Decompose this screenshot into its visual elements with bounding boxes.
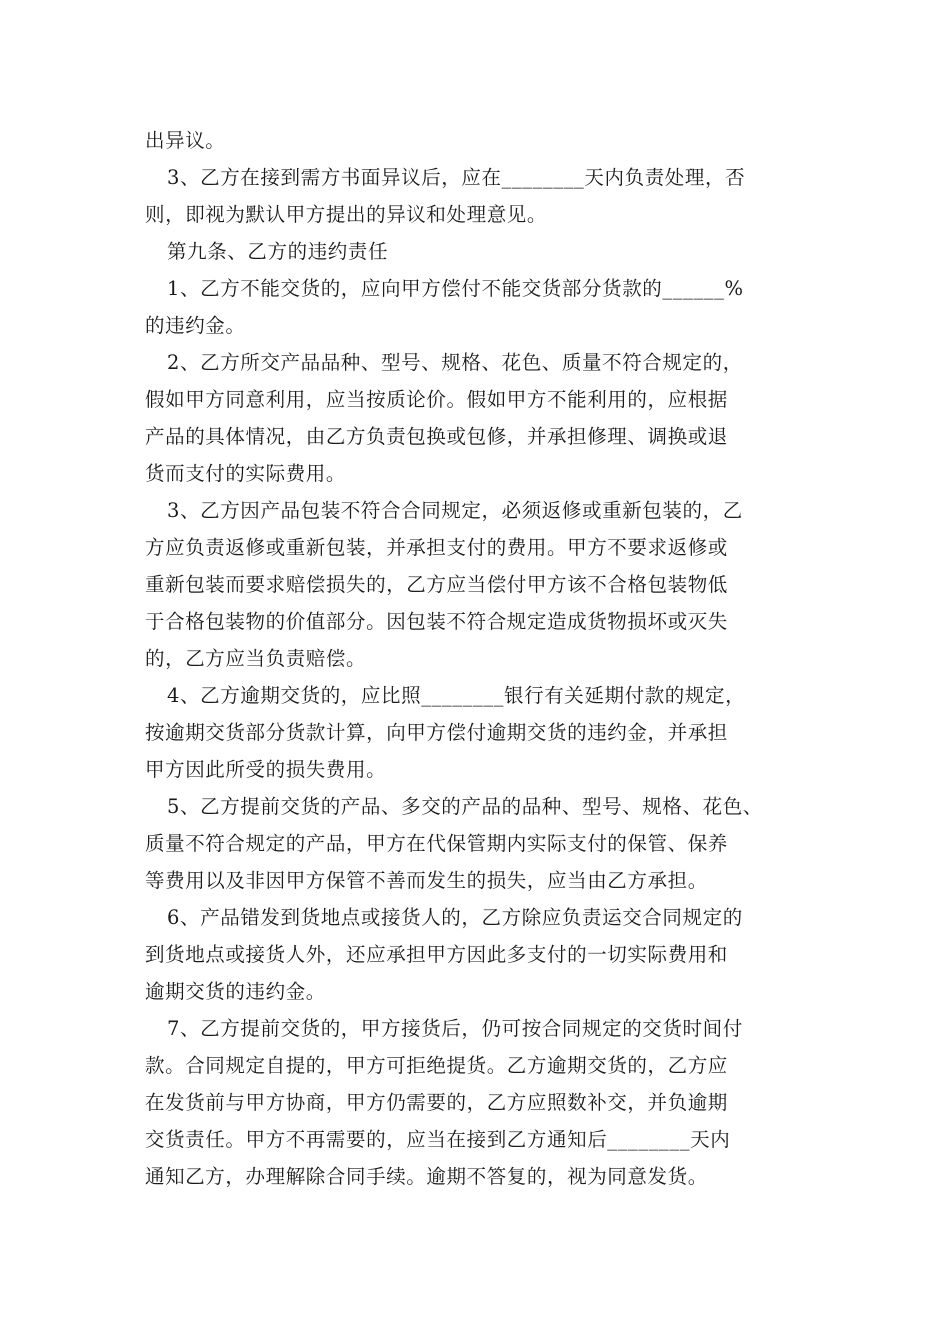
text-line: 款。合同规定自提的，甲方可拒绝提货。乙方逾期交货的，乙方应 xyxy=(145,1054,728,1077)
text-line: 货而支付的实际费用。 xyxy=(145,462,347,485)
text-line: 通知乙方，办理解除合同手续。逾期不答复的，视为同意发货。 xyxy=(145,1165,708,1188)
text-line: 出异议。 xyxy=(145,129,226,152)
text-line: 3、乙方在接到需方书面异议后，应在________天内负责处理，否 xyxy=(167,166,746,189)
text-line: 3、乙方因产品包装不符合合同规定，必须返修或重新包装的，乙 xyxy=(167,499,743,522)
text-line: 等费用以及非因甲方保管不善而发生的损失，应当由乙方承担。 xyxy=(145,869,708,892)
text-line: 到货地点或接货人外，还应承担甲方因此多支付的一切实际费用和 xyxy=(145,943,728,966)
text-line: 的违约金。 xyxy=(145,314,246,337)
text-line: 质量不符合规定的产品，甲方在代保管期内实际支付的保管、保养 xyxy=(145,832,728,855)
text-line: 于合格包装物的价值部分。因包装不符合规定造成货物损坏或灭失 xyxy=(145,610,728,633)
text-line: 甲方因此所受的损失费用。 xyxy=(145,758,387,781)
text-line: 5、乙方提前交货的产品、多交的产品的品种、型号、规格、花色、 xyxy=(167,795,763,818)
text-line: 1、乙方不能交货的，应向甲方偿付不能交货部分货款的______% xyxy=(167,277,744,300)
text-line: 的，乙方应当负责赔偿。 xyxy=(145,647,367,670)
text-line: 则，即视为默认甲方提出的异议和处理意见。 xyxy=(145,203,548,226)
text-line: 产品的具体情况，由乙方负责包换或包修，并承担修理、调换或退 xyxy=(145,425,728,448)
text-line: 2、乙方所交产品品种、型号、规格、花色、质量不符合规定的， xyxy=(167,351,743,374)
text-line: 逾期交货的违约金。 xyxy=(145,980,326,1003)
text-line: 6、产品错发到货地点或接货人的，乙方除应负责运交合同规定的 xyxy=(167,906,743,929)
text-line: 重新包装而要求赔偿损失的，乙方应当偿付甲方该不合格包装物低 xyxy=(145,573,728,596)
text-line: 按逾期交货部分货款计算，向甲方偿付逾期交货的违约金，并承担 xyxy=(145,721,728,744)
text-line: 第九条、乙方的违约责任 xyxy=(167,240,389,263)
text-line: 7、乙方提前交货的，甲方接货后，仍可按合同规定的交货时间付 xyxy=(167,1017,743,1040)
text-line: 交货责任。甲方不再需要的，应当在接到乙方通知后________天内 xyxy=(145,1128,731,1151)
text-line: 方应负责返修或重新包装，并承担支付的费用。甲方不要求返修或 xyxy=(145,536,728,559)
contract-text-body xyxy=(145,122,810,1195)
text-line: 4、乙方逾期交货的，应比照________银行有关延期付款的规定， xyxy=(167,684,746,707)
text-line: 在发货前与甲方协商，甲方仍需要的，乙方应照数补交，并负逾期 xyxy=(145,1091,728,1114)
text-line: 假如甲方同意利用，应当按质论价。假如甲方不能利用的，应根据 xyxy=(145,388,728,411)
